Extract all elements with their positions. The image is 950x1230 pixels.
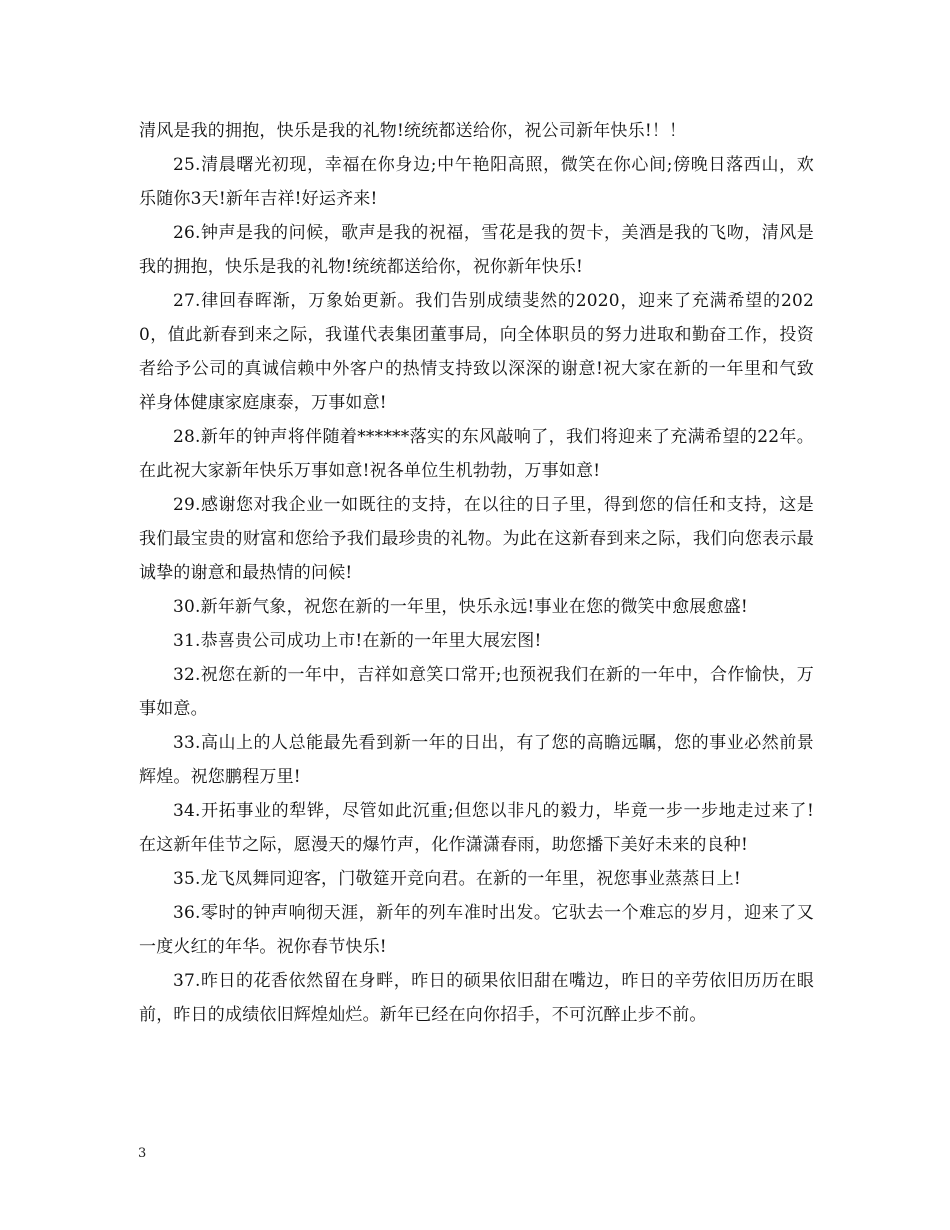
paragraph-26: 26.钟声是我的问候，歌声是我的祝福，雪花是我的贺卡，美酒是我的飞吻，清风是我的拥抱，快乐是我的礼物!统统都送给你，祝你新年快乐! bbox=[139, 223, 814, 277]
paragraph-continuation: 清风是我的拥抱，快乐是我的礼物!统统都送给你，祝公司新年快乐!！！ bbox=[139, 121, 687, 141]
paragraph-33: 33.高山上的人总能最先看到新一年的日出，有了您的高瞻远瞩，您的事业必然前景辉煌。祝您鹏程万里! bbox=[139, 733, 814, 787]
document-body bbox=[139, 114, 814, 1032]
page-number: 3 bbox=[138, 1146, 147, 1161]
paragraph-27: 27.律回春晖渐，万象始更新。我们告别成绩斐然的2020，迎来了充满希望的2020，值此新春到来之际，我谨代表集团董事局，向全体职员的努力进取和勤奋工作，投资者给予公司的真诚信赖中外客户的热情支持致以深深的谢意!祝大家在新的一年里和气致祥身体健康家庭康泰，万事如意! bbox=[139, 291, 814, 413]
paragraph-35: 35.龙飞凤舞同迎客，门敬筵开竞向君。在新的一年里，祝您事业蒸蒸日上! bbox=[173, 869, 741, 889]
paragraph-34: 34.开拓事业的犁铧，尽管如此沉重;但您以非凡的毅力，毕竟一步一步地走过来了!在这新年佳节之际，愿漫天的爆竹声，化作潇潇春雨，助您播下美好未来的良种! bbox=[139, 801, 814, 855]
paragraph-25: 25.清晨曙光初现，幸福在你身边;中午艳阳高照，微笑在你心间;傍晚日落西山，欢乐随你3天!新年吉祥!好运齐来! bbox=[139, 155, 814, 209]
paragraph-30: 30.新年新气象，祝您在新的一年里，快乐永远!事业在您的微笑中愈展愈盛! bbox=[173, 597, 748, 617]
paragraph-36: 36.零时的钟声响彻天涯，新年的列车准时出发。它驮去一个难忘的岁月，迎来了又一度火红的年华。祝你春节快乐! bbox=[139, 903, 814, 957]
paragraph-32: 32.祝您在新的一年中，吉祥如意笑口常开;也预祝我们在新的一年中，合作愉快，万事如意。 bbox=[139, 665, 814, 719]
paragraph-31: 31.恭喜贵公司成功上市!在新的一年里大展宏图! bbox=[173, 631, 542, 651]
paragraph-37: 37.昨日的花香依然留在身畔，昨日的硕果依旧甜在嘴边，昨日的辛劳依旧历历在眼前，昨日的成绩依旧辉煌灿烂。新年已经在向你招手，不可沉醉止步不前。 bbox=[139, 971, 814, 1025]
paragraph-29: 29.感谢您对我企业一如既往的支持，在以往的日子里，得到您的信任和支持，这是我们最宝贵的财富和您给予我们最珍贵的礼物。为此在这新春到来之际，我们向您表示最诚挚的谢意和最热情的问候! bbox=[139, 495, 814, 583]
paragraph-28: 28.新年的钟声将伴随着******落实的东风敲响了，我们将迎来了充满希望的22年。在此祝大家新年快乐万事如意!祝各单位生机勃勃，万事如意! bbox=[139, 427, 814, 481]
